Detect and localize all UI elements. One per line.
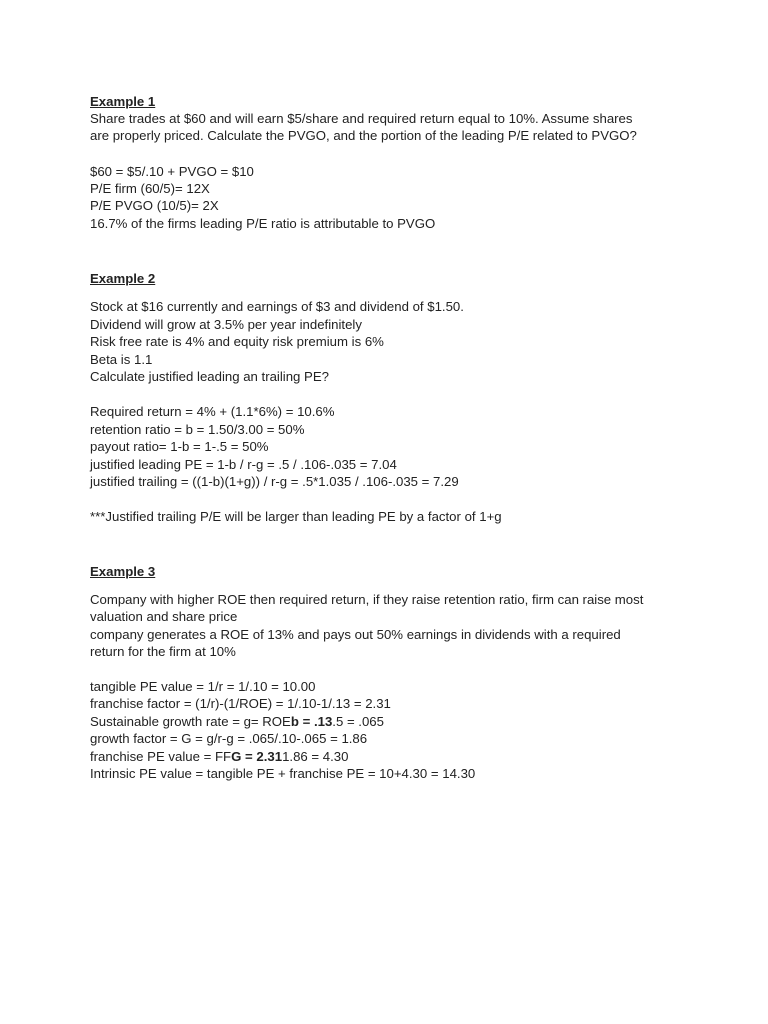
example-2-text-line: Required return = 4% + (1.1*6%) = 10.6% bbox=[90, 404, 335, 419]
example-1-text-line: P/E firm (60/5)= 12X bbox=[90, 181, 210, 196]
growth-rate-suffix: .5 = .065 bbox=[332, 714, 384, 729]
example-3-text-line: valuation and share price bbox=[90, 609, 238, 624]
example-1-text-line: are properly priced. Calculate the PVGO, and the portion of the leading P/E related to PVGO? bbox=[90, 128, 637, 143]
example-3-text-line: tangible PE value = 1/r = 1/.10 = 10.00 bbox=[90, 679, 316, 694]
example-1-text-line: P/E PVGO (10/5)= 2X bbox=[90, 198, 219, 213]
example-3-heading: Example 3 bbox=[90, 564, 156, 579]
franchise-pe-bold: G = 2.31 bbox=[231, 749, 283, 764]
franchise-pe-prefix: franchise PE value = FF bbox=[90, 749, 232, 764]
example-2-text-line: retention ratio = b = 1.50/3.00 = 50% bbox=[90, 422, 305, 437]
example-2-text-line: Beta is 1.1 bbox=[90, 352, 153, 367]
example-3-text-line: franchise factor = (1/r)-(1/ROE) = 1/.10-1/.13 = 2.31 bbox=[90, 696, 391, 711]
example-2-text-line: payout ratio= 1-b = 1-.5 = 50% bbox=[90, 439, 269, 454]
example-1-text-line: Share trades at $60 and will earn $5/share and required return equal to 10%. Assume shares bbox=[90, 111, 633, 126]
example-2-text-line: justified leading PE = 1-b / r-g = .5 / .106-.035 = 7.04 bbox=[90, 457, 397, 472]
example-2-text-line: Stock at $16 currently and earnings of $3 and dividend of $1.50. bbox=[90, 299, 464, 314]
example-3-franchise-pe-line bbox=[90, 748, 348, 765]
growth-rate-prefix: Sustainable growth rate = g= ROE bbox=[90, 714, 291, 729]
example-2-text-line: Risk free rate is 4% and equity risk premium is 6% bbox=[90, 334, 384, 349]
franchise-pe-suffix: 1.86 = 4.30 bbox=[282, 749, 349, 764]
example-2-note: ***Justified trailing P/E will be larger than leading PE by a factor of 1+g bbox=[90, 509, 502, 524]
example-1-text-line: 16.7% of the firms leading P/E ratio is attributable to PVGO bbox=[90, 216, 436, 231]
example-1-text-line: $60 = $5/.10 + PVGO = $10 bbox=[90, 164, 254, 179]
example-2-text-line: Dividend will grow at 3.5% per year indefinitely bbox=[90, 317, 362, 332]
example-3-text-line: company generates a ROE of 13% and pays out 50% earnings in dividends with a required bbox=[90, 627, 621, 642]
example-1-heading: Example 1 bbox=[90, 94, 156, 109]
example-2-heading: Example 2 bbox=[90, 271, 156, 286]
example-3-growth-factor-line: growth factor = G = g/r-g = .065/.10-.065 = 1.86 bbox=[90, 731, 368, 746]
example-3-text-line: return for the firm at 10% bbox=[90, 644, 236, 659]
example-3-growth-rate-line bbox=[90, 713, 384, 730]
example-2-text-line: justified trailing = ((1-b)(1+g)) / r-g = .5*1.035 / .106-.035 = 7.29 bbox=[90, 474, 459, 489]
example-3-intrinsic-line: Intrinsic PE value = tangible PE + franchise PE = 10+4.30 = 14.30 bbox=[90, 766, 476, 781]
growth-rate-bold: b = .13 bbox=[290, 714, 333, 729]
example-3-text-line: Company with higher ROE then required return, if they raise retention ratio, firm can raise most bbox=[90, 592, 644, 607]
example-2-text-line: Calculate justified leading an trailing PE? bbox=[90, 369, 329, 384]
